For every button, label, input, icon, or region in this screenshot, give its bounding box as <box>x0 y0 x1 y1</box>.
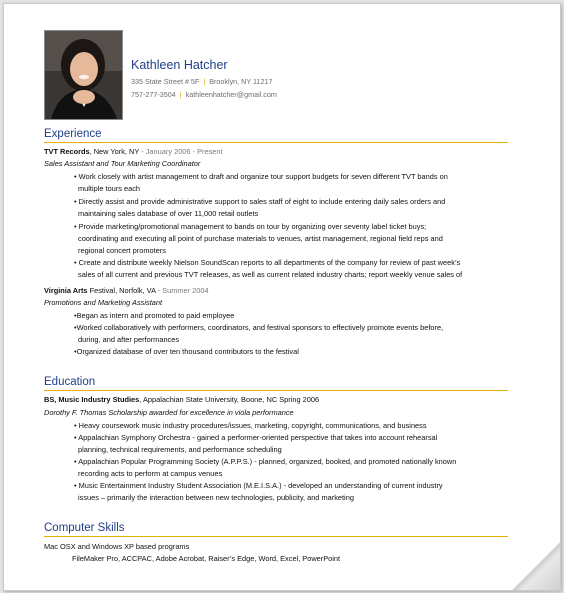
job-bullet: sales of all current and previous TVT releases, as well as current related industry charts; report weekly venue sales of <box>78 270 463 279</box>
job-bullet: •Organized database of over ten thousand contributors to the festival <box>74 347 299 356</box>
phone-number: 757-277-3504 <box>131 90 176 99</box>
degree-name: BS, Music Industry Studies <box>44 395 140 404</box>
education-bullet: • Music Entertainment Industry Student Association (M.E.I.S.A.) - developed an understanding of current industry <box>74 481 443 490</box>
job-header <box>44 286 209 295</box>
profile-photo <box>44 30 123 120</box>
candidate-name: Kathleen Hatcher <box>131 58 228 72</box>
job-bullet: •Worked collaboratively with performers, coordinators, and festival sponsors to effectively promote events before, <box>74 323 444 332</box>
job-header <box>44 147 223 156</box>
job-bullet: coordinating and executing all point of purchase materials to venues, artist management, regional field reps and <box>78 234 443 243</box>
city-state-zip: Brooklyn, NY 11217 <box>209 77 273 86</box>
education-bullet: recording acts to perform at campus venues <box>78 469 223 478</box>
job-role: Promotions and Marketing Assistant <box>44 298 163 307</box>
job-bullet: • Create and distribute weekly Nielson SoundScan reports to all departments of the company for review of past week’s <box>74 258 461 267</box>
separator: | <box>203 77 206 86</box>
employer-name: TVT Records <box>44 147 90 156</box>
section-divider <box>44 390 508 391</box>
job-role: Sales Assistant and Tour Marketing Coordinator <box>44 159 201 168</box>
education-bullet: • Heavy coursework music industry procedures/issues, marketing, copyright, communications, and business <box>74 421 427 430</box>
contact-line <box>131 90 277 99</box>
section-divider <box>44 536 508 537</box>
job-bullet: maintaining sales database of over 11,000 retail outlets <box>78 209 259 218</box>
job-bullet: • Directly assist and provide administrative support to sales staff of eight to include entering daily sales orders and <box>74 197 446 206</box>
job-dates: - January 2006 - Present <box>139 147 223 156</box>
employer-name: Virginia Arts <box>44 286 88 295</box>
page-curl <box>512 542 560 590</box>
job-bullet: • Provide marketing/promotional management to bands on tour by organizing over seventy label ticket buys; <box>74 222 427 231</box>
experience-heading: Experience <box>44 128 102 140</box>
portrait-image <box>45 31 122 119</box>
education-bullet: • Appalachian Symphony Orchestra - gained a performer-oriented perspective that takes into account rehearsal <box>74 433 438 442</box>
section-divider <box>44 142 508 143</box>
separator: | <box>179 90 182 99</box>
job-bullet: •Began as intern and promoted to paid employee <box>74 311 235 320</box>
job-bullet: • Work closely with artist management to draft and organize tour support budgets for seven different TVT bands on <box>74 172 448 181</box>
job-bullet: during, and after performances <box>78 335 180 344</box>
school-info: , Appalachian State University, Boone, NC Spring 2006 <box>139 395 320 404</box>
email-address[interactable]: kathleenhatcher@gmail.com <box>185 90 277 99</box>
job-location: , New York, NY <box>89 147 140 156</box>
job-bullet: multiple tours each <box>78 184 141 193</box>
skills-line: FileMaker Pro, ACCPAC, Adobe Acrobat, Raiser’s Edge, Word, Excel, PowerPoint <box>72 554 341 563</box>
education-bullet: planning, technical requirements, and performance scheduling <box>78 445 282 454</box>
education-bullet: • Appalachian Popular Programming Society (A.P.P.S.) - planned, organized, booked, and promoted nationally known <box>74 457 457 466</box>
job-bullet: regional concert promoters <box>78 246 166 255</box>
job-location: Festival, Norfolk, VA <box>87 286 156 295</box>
job-dates: - Summer 2004 <box>155 286 209 295</box>
street-address: 335 State Street # 5F <box>131 77 200 86</box>
scholarship-line: Dorothy F. Thomas Scholarship awarded for excellence in viola performance <box>44 408 294 417</box>
education-bullet: issues – primarily the interaction between new technologies, publicity, and marketing <box>78 493 354 502</box>
education-heading: Education <box>44 376 96 388</box>
degree-line <box>44 395 319 404</box>
address-line <box>131 77 272 86</box>
skills-line: Mac OSX and Windows XP based programs <box>44 542 190 551</box>
skills-heading: Computer Skills <box>44 522 125 534</box>
resume-page <box>3 3 561 591</box>
